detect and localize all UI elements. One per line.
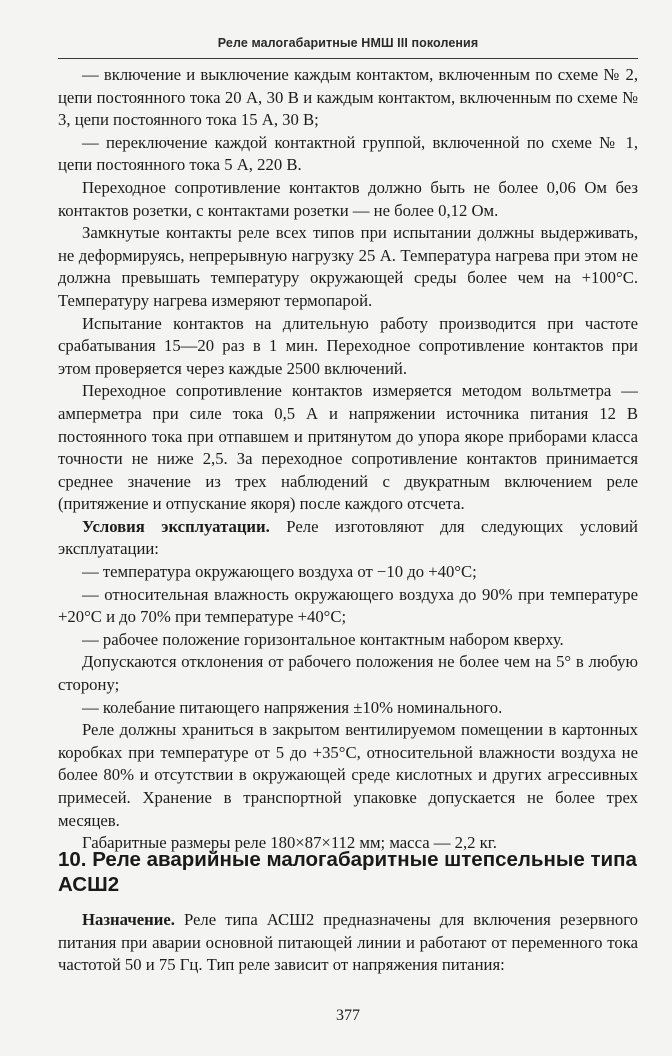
paragraph: Замкнутые контакты реле всех типов при испытании должны выдерживать, не деформируясь, непрерывную нагрузку 25 А. Температура нагрева при этом не должна превышать температуру окружающей среды более чем на +100°С. Температуру нагрева измеряют термопарой. <box>58 223 638 310</box>
paragraph: Переходное сопротивление контактов должно быть не более 0,06 Ом без контактов розетки, с контактами розетки — не более 0,12 Ом. <box>58 177 638 220</box>
paragraph: Переходное сопротивление контактов измеряется методом вольтметра — амперметра при силе тока 0,5 А и напряжении источника питания 12 В постоянного тока при отпавшем и притянутом до упора якоре приборами класса точности не ниже 2,5. За переходное сопротивление контактов принимается среднее значение из трех наблюдений с двукратным включением реле (притяжение и отпускание якоря) после каждого отсчета. <box>58 381 638 514</box>
purpose-text: Реле типа АСШ2 предназначены для включения резервного питания при аварии основной питающей линии и работают от переменного тока частотой 50 и 75 Гц. Тип реле зависит от напряжения питания: <box>58 910 638 975</box>
list-item: — рабочее положение горизонтальное контактным набором кверху. <box>82 629 564 649</box>
running-head: Реле малогабаритные НМШ III поколения <box>217 36 479 50</box>
list-item: — колебание питающего напряжения ±10% номинального. <box>82 697 503 717</box>
paragraph: — включение и выключение каждым контактом, включенным по схеме № 2, цепи постоянного тока 20 А, 30 В и каждым контактом, включенным по схеме № 3, цепи постоянного тока 15 А, 30 В; <box>58 65 638 130</box>
conditions-paragraph <box>58 516 638 561</box>
header-rule <box>58 58 638 59</box>
conditions-text: Реле изготовляют для следующих условий эксплуатации: <box>58 516 638 559</box>
body-text <box>58 64 638 855</box>
conditions-label: Условия эксплуатации. <box>82 516 270 536</box>
page-number: 377 <box>336 1007 360 1024</box>
paragraph: Реле должны храниться в закрытом вентилируемом помещении в картонных коробках при температуре от 5 до +35°С, относительной влажности воздуха не более 80% и отсутствии в окружающей среде кислотных и других агрессивных примесей. Хранение в транспортной упаковке допускается не более трех месяцев. <box>58 720 638 830</box>
section-heading: 10. Реле аварийные малогабаритные штепсельные типа АСШ2 <box>58 848 637 896</box>
purpose-label: Назначение. <box>82 910 175 929</box>
purpose-paragraph <box>58 909 638 977</box>
paragraph: — переключение каждой контактной группой, включенной по схеме № 1, цепи постоянного тока 5 А, 220 В. <box>58 132 638 175</box>
list-item: — относительная влажность окружающего воздуха до 90% при температуре +20°С и до 70% при температуре +40°С; <box>58 584 638 627</box>
paragraph: Габаритные размеры реле 180×87×112 мм; масса — 2,2 кг. <box>82 833 497 853</box>
paragraph: Испытание контактов на длительную работу производится при частоте срабатывания 15—20 раз в 1 мин. Переходное сопротивление контактов при этом проверяется через каждые 2500 включений. <box>58 313 638 378</box>
section-intro <box>58 909 638 977</box>
list-item: — температура окружающего воздуха от −10 до +40°С; <box>82 562 477 582</box>
paragraph: Допускаются отклонения от рабочего положения не более чем на 5° в любую сторону; <box>58 652 638 695</box>
